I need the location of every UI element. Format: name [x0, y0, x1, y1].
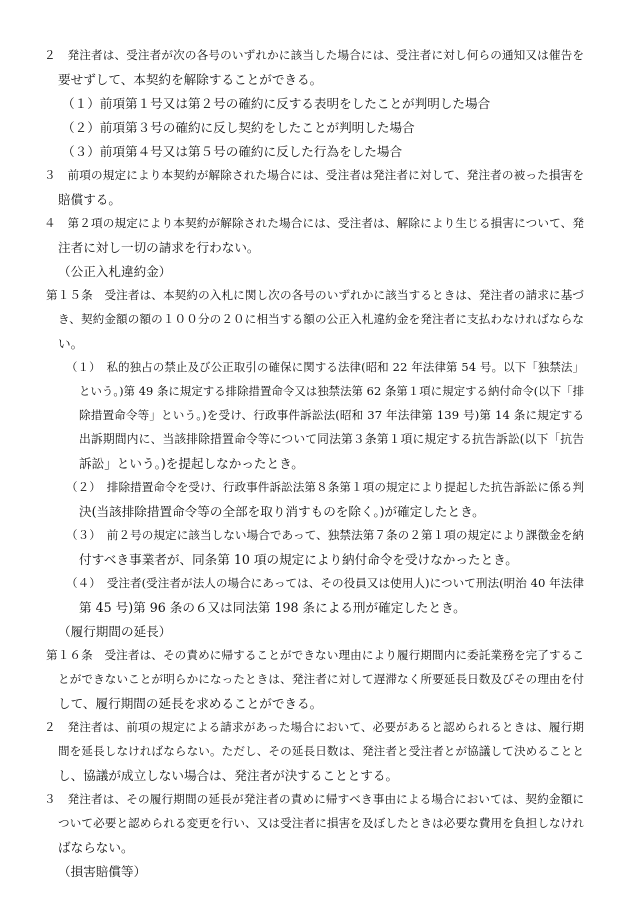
text-line: ２ 発注者は、受注者が次の各号のいずれかに該当した場合には、受注者に対し何らの通知又は催告を: [44, 48, 585, 62]
text-line: 要せずして、本契約を解除することができる。: [58, 72, 323, 87]
text-line: （４） 受注者(受注者が法人の場合にあっては、その役員又は使用人)について刑法(明治 40 年法律: [66, 576, 585, 590]
text-line: とができないことが明らかになったときは、発注者に対して遅滞なく所要延長日数及びその理由を付: [58, 672, 585, 686]
text-line: 付すべき事業者が、同条第 10 項の規定により納付命令を受けなかったとき。: [79, 552, 518, 567]
text-line: （１） 私的独占の禁止及び公正取引の確保に関する法律(昭和 22 年法律第 54 号。以下「独禁法」: [66, 360, 585, 374]
text-line: 間を延長しなければならない。ただし、その延長日数は、発注者と受注者とが協議して決めることと: [58, 744, 585, 758]
text-line: 訴訟」という。)を提起しなかったとき。: [79, 456, 304, 471]
text-line: い。: [58, 336, 84, 351]
section-heading: （履行期間の延長）: [58, 624, 172, 639]
text-line: して、履行期間の延長を求めることができる。: [58, 696, 323, 711]
text-line: ばならない。: [58, 840, 134, 855]
text-line: 注者に対し一切の請求を行わない。: [58, 240, 260, 255]
text-line: ２ 発注者は、前項の規定による請求があった場合において、必要があると認められるときは、履行期: [44, 720, 585, 734]
text-line: 除措置命令等」という。)を受け、行政事件訴訟法(昭和 37 年法律第 139 号)第 14 条に規定する: [79, 408, 585, 422]
text-line: ４ 第２項の規定により本契約が解除された場合には、受注者は、解除により生じる損害について、発: [44, 216, 585, 230]
text-line: し、協議が成立しない場合は、発注者が決することとする。: [58, 768, 399, 783]
text-line: ついて必要と認められる変更を行い、又は受注者に損害を及ぼしたときは必要な費用を負担しなけれ: [58, 816, 585, 830]
text-line: ３ 発注者は、その履行期間の延長が発注者の責めに帰すべき事由による場合においては、契約金額に: [44, 792, 585, 806]
text-line: （３） 前２号の規定に該当しない場合であって、独禁法第７条の２第１項の規定により課徴金を納: [66, 528, 585, 542]
section-heading: （公正入札違約金）: [58, 264, 172, 279]
text-line: ３ 前項の規定により本契約が解除された場合には、受注者は発注者に対して、発注者の被った損害を: [44, 168, 585, 182]
text-line: 出訴期間内に、当該排除措置命令等について同法第３条第１項に規定する抗告訴訟(以下「抗告: [79, 432, 585, 446]
text-line: き、契約金額の額の１００分の２０に相当する額の公正入札違約金を発注者に支払わなければならな: [58, 312, 585, 326]
text-line: （３）前項第４号又は第５号の確約に反した行為をした場合: [62, 144, 403, 159]
text-line: という。)第 49 条に規定する排除措置命令又は独禁法第 62 条第１項に規定する納付命令(以下「排: [79, 384, 585, 398]
text-line: 第 45 号)第 96 条の６又は同法第 198 条による刑が確定したとき。: [79, 600, 466, 615]
text-line: （２）前項第３号の確約に反し契約をしたことが判明した場合: [62, 120, 415, 135]
article-line: 第１５条 受注者は、本契約の入札に関し次の各号のいずれかに該当するときは、発注者の請求に基づ: [46, 288, 585, 302]
text-line: 決(当該排除措置命令等の全部を取り消すものを除く。)が確定したとき。: [79, 504, 485, 519]
text-line: （１）前項第１号又は第２号の確約に反する表明をしたことが判明した場合: [62, 96, 491, 111]
article-line: 第１６条 受注者は、その責めに帰することができない理由により履行期間内に委託業務を完了するこ: [46, 648, 585, 662]
section-heading: （損害賠償等）: [58, 864, 147, 879]
text-line: 賠償する。: [58, 192, 121, 207]
text-line: （２） 排除措置命令を受け、行政事件訴訟法第８条第１項の規定により提起した抗告訴訟に係る判: [66, 480, 585, 494]
